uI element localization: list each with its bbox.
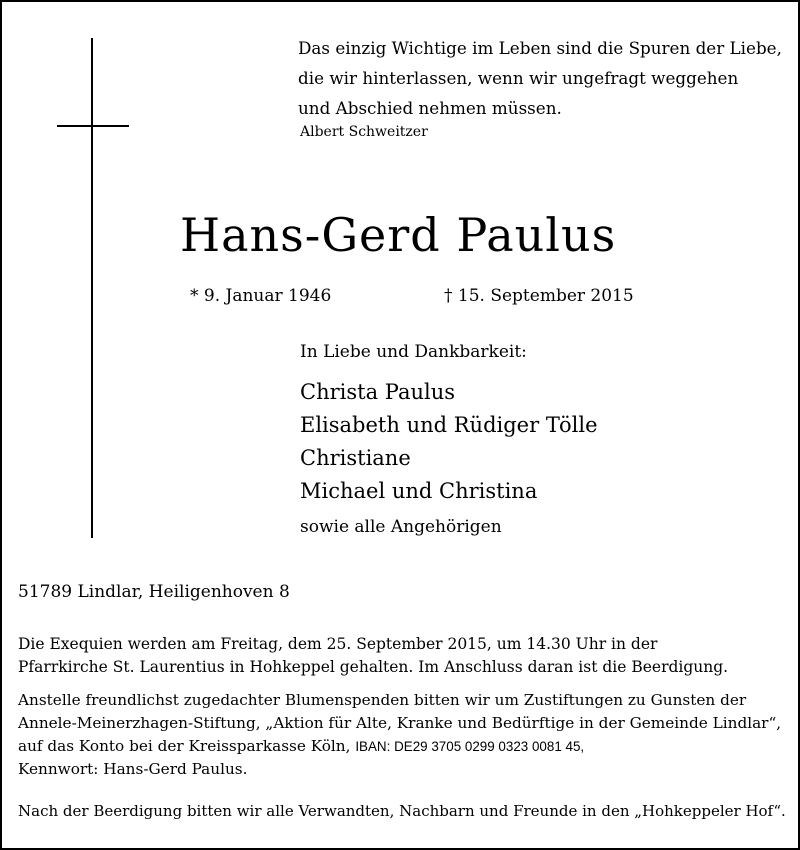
quote-line: und Abschied nehmen müssen. [298, 98, 562, 118]
mourners-list [300, 376, 598, 508]
mourner-name: Michael und Christina [300, 479, 538, 503]
mourner-name: Christiane [300, 446, 411, 470]
quote-line: Das einzig Wichtige im Leben sind die Spuren der Liebe, [298, 38, 782, 58]
death-date: † 15. September 2015 [444, 286, 634, 306]
cross-vertical-bar [91, 38, 93, 538]
mourners-intro: In Liebe und Dankbarkeit: [300, 342, 527, 362]
invitation-paragraph: Nach der Beerdigung bitten wir alle Verwandten, Nachbarn und Freunde in den „Hohkeppeler Hof“. [18, 802, 786, 820]
service-line: Die Exequien werden am Freitag, dem 25. September 2015, um 14.30 Uhr in der [18, 635, 658, 653]
service-line: Pfarrkirche St. Laurentius in Hohkeppel gehalten. Im Anschluss daran ist die Beerdigung. [18, 658, 729, 676]
donation-line: Annele-Meinerzhagen-Stiftung, „Aktion für Alte, Kranke und Bedürftige in der Gemeinde Lindlar“, [18, 714, 782, 732]
address: 51789 Lindlar, Heiligenhoven 8 [18, 582, 290, 602]
service-paragraph [18, 633, 728, 679]
mourner-name: Elisabeth und Rüdiger Tölle [300, 413, 598, 437]
mourner-name: Christa Paulus [300, 380, 456, 404]
relatives-line: sowie alle Angehörigen [300, 517, 502, 537]
deceased-name: Hans-Gerd Paulus [180, 208, 617, 262]
iban: IBAN: DE29 3705 0299 0323 0081 45, [355, 739, 585, 754]
donation-line: Anstelle freundlichst zugedachter Blumenspenden bitten wir um Zustiftungen zu Gunsten der [18, 691, 747, 709]
donation-account-text: auf das Konto bei der Kreissparkasse Köln, [18, 737, 351, 755]
donation-line-account [18, 735, 781, 758]
donation-paragraph [18, 689, 781, 781]
birth-date: * 9. Januar 1946 [190, 286, 332, 306]
cross-horizontal-bar [57, 125, 129, 127]
quote [298, 33, 782, 123]
quote-author: Albert Schweitzer [300, 124, 428, 140]
donation-line: Kennwort: Hans-Gerd Paulus. [18, 760, 248, 778]
quote-line: die wir hinterlassen, wenn wir ungefragt weggehen [298, 68, 739, 88]
